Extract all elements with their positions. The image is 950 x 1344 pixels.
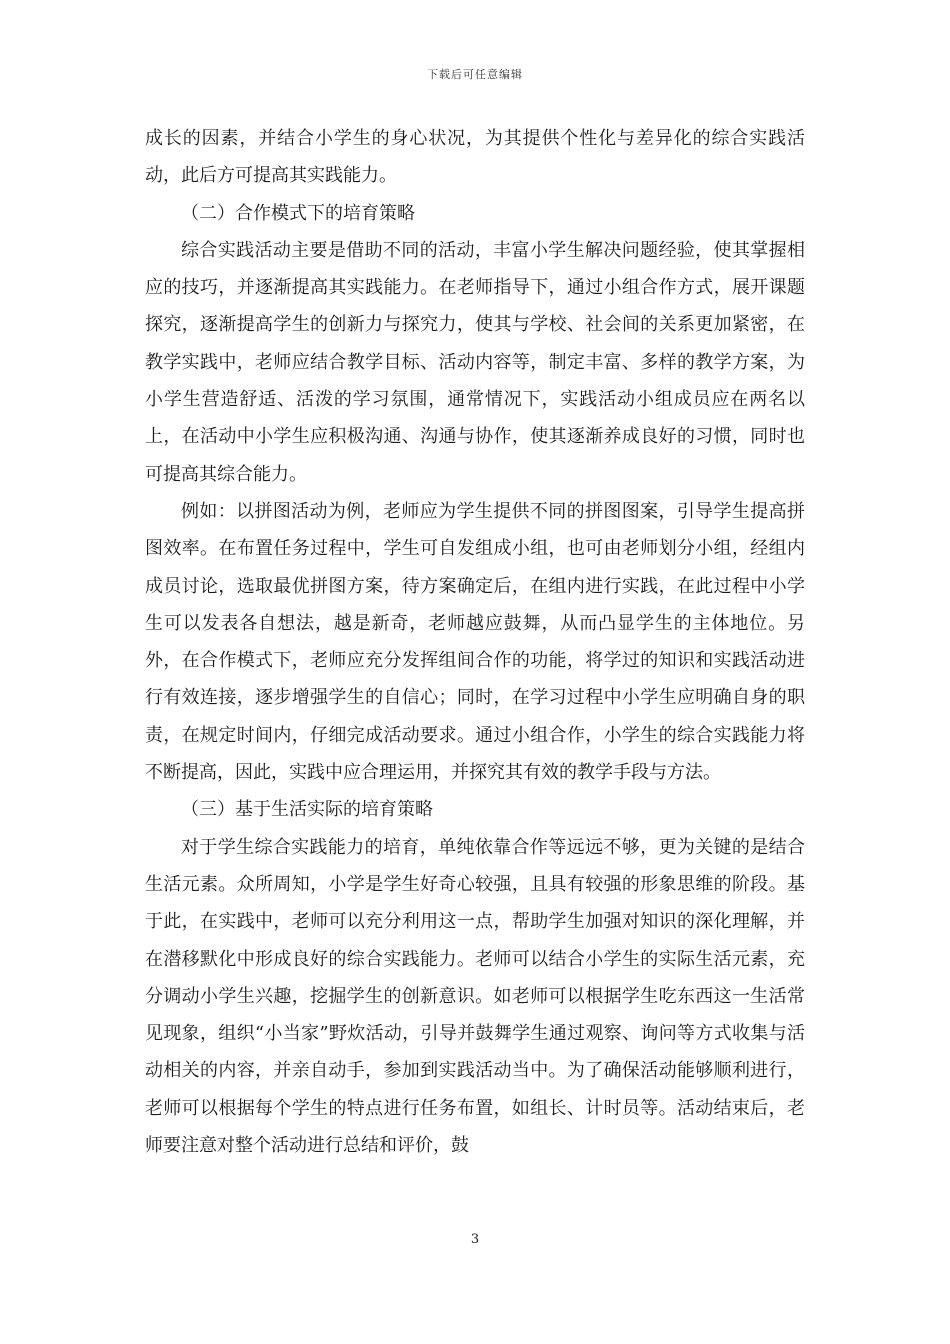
page-header: 下载后可任意编辑 — [427, 68, 523, 81]
paragraph-cooperation-example: 例如：以拼图活动为例，老师应为学生提供不同的拼图图案，引导学生提高拼图效率。在布置任务过程中，学生可自发组成小组，也可由老师划分小组，经组内成员讨论，选取最优拼图方案，待方案确定后，在组内进行实践，在此过程中小学生可以发表各自想法，越是新奇，老师越应鼓舞，从而凸显学生的主体地位。另外，在合作模式下，老师应充分发挥组间合作的功能，将学过的知识和实践活动进行有效连接，逐步增强学生的自信心；同时，在学习过程中小学生应明确自身的职责，在规定时间内，仔细完成活动要求。通过小组合作，小学生的综合实践能力将不断提高，因此，实践中应合理运用，并探究其有效的教学手段与方法。 — [145, 500, 805, 784]
page-number: 3 — [470, 1232, 480, 1247]
section-heading-3: （三）基于生活实际的培育策略 — [181, 799, 433, 821]
paragraph-cooperation-intro: 综合实践活动主要是借助不同的活动，丰富小学生解决问题经验，使其掌握相应的技巧，并逐渐提高其实践能力。在老师指导下，通过小组合作方式，展开课题探究，逐渐提高学生的创新力与探究力，使其与学校、社会间的关系更加紧密，在教学实践中，老师应结合教学目标、活动内容等，制定丰富、多样的教学方案，为小学生营造舒适、活泼的学习氛围，通常情况下，实践活动小组成员应在两名以上，在活动中小学生应积极沟通、沟通与协作，使其逐渐养成良好的习惯，同时也可提高其综合能力。 — [145, 239, 805, 485]
section-heading-2: （二）合作模式下的培育策略 — [181, 202, 415, 224]
paragraph-life-practice: 对于学生综合实践能力的培育，单纯依靠合作等远远不够，更为关键的是结合生活元素。众所周知，小学是学生好奇心较强，且具有较强的形象思维的阶段。基于此，在实践中，老师可以充分利用这一点，帮助学生加强对知识的深化理解，并在潜移默化中形成良好的综合实践能力。老师可以结合小学生的实际生活元素，充分调动小学生兴趣，挖掘学生的创新意识。如老师可以根据学生吃东西这一生活常见现象，组织“小当家”野炊活动，引导并鼓舞学生通过观察、询问等方式收集与活动相关的内容，并亲自动手，参加到实践活动当中。为了确保活动能够顺利进行，老师可以根据每个学生的特点进行任务布置，如组长、计时员等。活动结束后，老师要注意对整个活动进行总结和评价，鼓 — [145, 836, 805, 1157]
document-body — [145, 120, 805, 1164]
paragraph-continued: 成长的因素，并结合小学生的身心状况，为其提供个性化与差异化的综合实践活动，此后方可提高其实践能力。 — [145, 128, 805, 187]
